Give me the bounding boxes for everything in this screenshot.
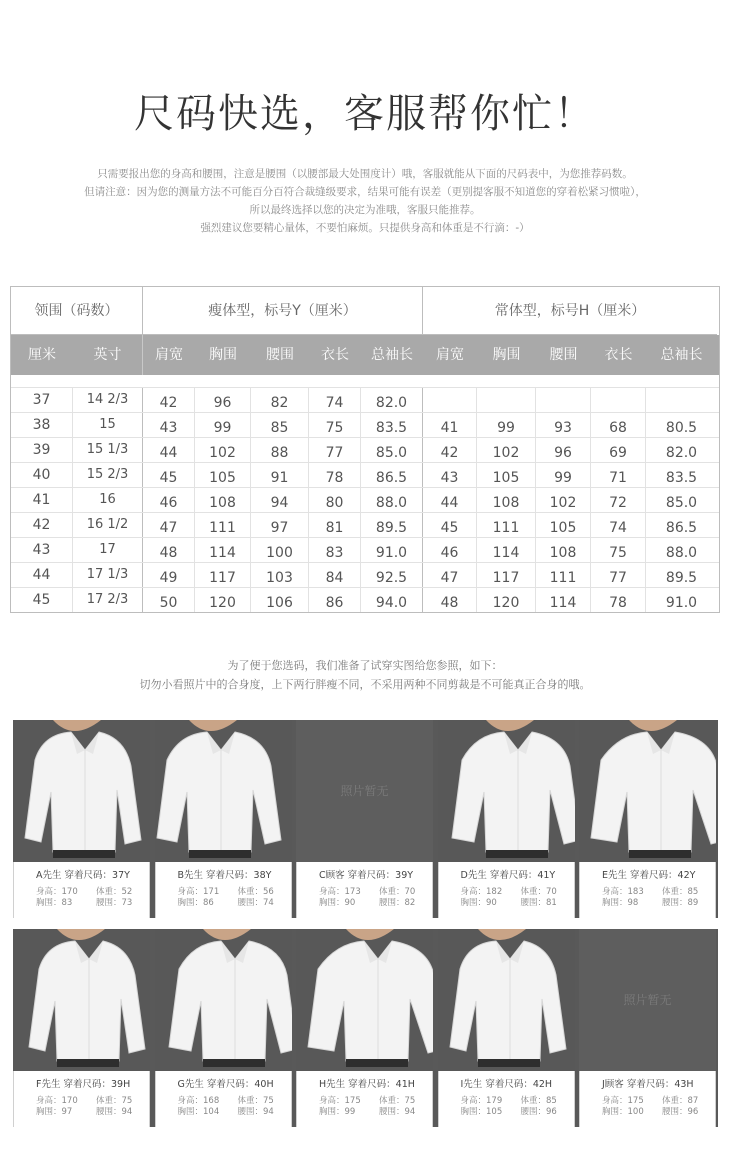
- table-cell: 85.0: [665, 495, 698, 511]
- table-cell: [477, 388, 536, 412]
- column-header: 腰围: [549, 347, 578, 363]
- model-waist: 腰围：94: [237, 1107, 274, 1117]
- column-header: 腰围: [266, 347, 294, 363]
- table-cell: 108: [195, 488, 251, 512]
- model-name-size: C顾客 穿着尺码：39Y: [319, 870, 414, 881]
- table-cell: 15: [73, 413, 143, 437]
- table-cell: 120: [477, 588, 536, 612]
- note-line: 所以最终选择以您的决定为准哦，客服只能推荐。: [249, 204, 481, 216]
- placeholder-label: 照片暂无: [623, 993, 672, 1007]
- model-chest: 胸围：83: [36, 898, 73, 908]
- table-cell: 71: [591, 463, 646, 487]
- table-cell: 40: [11, 463, 73, 487]
- model-height: 身高：179: [460, 1096, 503, 1106]
- table-cell: 47: [423, 563, 477, 587]
- model-chest: 胸围：97: [36, 1107, 73, 1117]
- table-cell: [536, 388, 591, 412]
- group-header-collar: 领围（码数）: [11, 287, 143, 335]
- note-line: 但请注意：因为您的测量方法不可能百分百符合裁缝级要求，结果可能有误差（更别提客服不知道您的穿着松紧习惯啦），: [84, 186, 646, 198]
- model-stats-line: [461, 896, 557, 908]
- model-stats-line: [319, 896, 415, 908]
- table-cell: 75: [591, 538, 646, 562]
- model-weight: 体重：70: [520, 887, 557, 897]
- intro-line: 为了便于您选码，我们准备了试穿实图给您参照，如下：: [227, 659, 503, 672]
- column-header: 总袖长: [371, 347, 413, 363]
- table-cell: 44: [143, 438, 195, 462]
- note-line: 只需要报出您的身高和腰围，注意是腰围（以腰部最大处围度计）哦，客服就能从下面的尺码表中，为您推荐码数。: [97, 168, 633, 180]
- table-cell: 74: [309, 388, 361, 412]
- table-cell: 105: [477, 463, 536, 487]
- table-cell: 44: [423, 488, 477, 512]
- model-weight: 体重：75: [96, 1096, 133, 1106]
- column-header: 衣长: [604, 347, 633, 363]
- model-chest: 胸围：99: [319, 1107, 356, 1117]
- table-row: [11, 412, 719, 437]
- model-waist: 腰围：73: [96, 898, 133, 908]
- table-cell: 94.0: [361, 588, 423, 612]
- model-height: 身高：173: [319, 887, 361, 897]
- model-photo: [155, 929, 292, 1071]
- model-weight: 体重：52: [96, 887, 133, 897]
- table-cell: 43: [143, 413, 195, 437]
- table-cell: 16 1/2: [73, 513, 143, 537]
- table-cell: 89.5: [361, 513, 423, 537]
- table-group-header: [11, 287, 719, 335]
- table-row: [11, 562, 719, 587]
- table-cell: [646, 388, 717, 412]
- model-name-size: F先生 穿着尺码：39H: [36, 1079, 131, 1090]
- table-cell: 114: [195, 538, 251, 562]
- photo-placeholder: [296, 720, 433, 862]
- page-title: 尺码快选，客服帮你忙！: [134, 91, 596, 137]
- model-photo: [579, 720, 716, 862]
- table-cell: 41: [423, 413, 477, 437]
- table-cell: 117: [477, 563, 536, 587]
- model-waist: 腰围：89: [662, 898, 699, 908]
- model-stats-line: [319, 1105, 415, 1117]
- table-cell: 105: [536, 513, 591, 537]
- table-cell: 120: [195, 588, 251, 612]
- table-row: [11, 537, 719, 562]
- table-cell: 93: [536, 413, 591, 437]
- table-cell: 83: [309, 538, 361, 562]
- table-cell: 82.0: [361, 388, 423, 412]
- table-cell: 72: [591, 488, 646, 512]
- table-cell: 45: [11, 588, 73, 612]
- table-cell: 102: [477, 438, 536, 462]
- table-row: [11, 462, 719, 487]
- table-cell: 85.0: [361, 438, 423, 462]
- table-cell: 77: [309, 438, 361, 462]
- table-cell: 39: [11, 438, 73, 462]
- table-cell: 103: [251, 563, 309, 587]
- table-cell: 15 2/3: [73, 463, 143, 487]
- model-photo: [438, 929, 575, 1071]
- model-stats-line: [602, 896, 698, 908]
- photo-placeholder: [579, 929, 716, 1071]
- table-cell: 42: [11, 513, 73, 537]
- model-stats-line: [36, 1105, 132, 1117]
- intro-line: 切勿小看照片中的合身度，上下两行胖瘦不同，不采用两种不同剪裁是不可能真正合身的哦。: [139, 678, 591, 691]
- model-name-size: A先生 穿着尺码：37Y: [36, 870, 130, 881]
- model-photo: [296, 929, 433, 1071]
- size-notes: [0, 165, 730, 237]
- table-cell: 82.0: [665, 445, 698, 461]
- photo-caption: [296, 862, 433, 918]
- table-cell: 16: [73, 488, 143, 512]
- table-cell: 78: [591, 588, 646, 612]
- column-header: 厘米: [28, 347, 56, 363]
- table-cell: 37: [11, 388, 73, 412]
- model-name-size: J顾客 穿着尺码：43H: [602, 1079, 694, 1090]
- column-header: 肩宽: [436, 347, 464, 363]
- placeholder-label: 照片暂无: [340, 784, 389, 798]
- table-cell: 15 1/3: [73, 438, 143, 462]
- table-row: [11, 487, 719, 512]
- table-cell: 45: [143, 463, 195, 487]
- model-chest: 胸围：90: [319, 898, 356, 908]
- table-cell: 83.5: [361, 413, 423, 437]
- photo-row-regular: [13, 929, 718, 1127]
- table-cell: 45: [423, 513, 477, 537]
- photo-caption: [438, 862, 575, 918]
- group-header-slim: 瘦体型，标号Y（厘米）: [143, 287, 423, 335]
- table-cell: 88.0: [361, 488, 423, 512]
- table-cell: 86.5: [361, 463, 423, 487]
- model-stats-line: [461, 1105, 557, 1117]
- table-cell: 74: [591, 513, 646, 537]
- table-cell: 78: [309, 463, 361, 487]
- column-header: 英寸: [73, 335, 143, 375]
- table-spacer: [11, 375, 719, 388]
- model-weight: 体重：85: [662, 887, 699, 897]
- table-cell: 85: [251, 413, 309, 437]
- column-header: 胸围: [492, 347, 521, 363]
- table-cell: 17: [73, 538, 143, 562]
- table-cell: 17 2/3: [73, 588, 143, 612]
- table-row: [11, 437, 719, 462]
- model-chest: 胸围：98: [602, 898, 639, 908]
- model-name-size: E先生 穿着尺码：42Y: [602, 870, 696, 881]
- model-name-size: G先生 穿着尺码：40H: [177, 1079, 274, 1090]
- table-cell: 100: [251, 538, 309, 562]
- model-height: 身高：175: [602, 1096, 644, 1106]
- table-cell: 17 1/3: [73, 563, 143, 587]
- photo-caption: [13, 1071, 150, 1127]
- table-cell: 114: [477, 538, 536, 562]
- table-cell: 89.5: [665, 570, 698, 586]
- table-cell: 96: [536, 438, 591, 462]
- table-cell: 68: [591, 413, 646, 437]
- model-waist: 腰围：81: [520, 898, 557, 908]
- table-cell: 48: [423, 588, 477, 612]
- table-cell: 102: [195, 438, 251, 462]
- table-cell: 46: [143, 488, 195, 512]
- model-height: 身高：170: [36, 1096, 78, 1106]
- table-cell: 43: [11, 538, 73, 562]
- model-waist: 腰围：96: [662, 1107, 699, 1117]
- table-cell: 42: [423, 438, 477, 462]
- table-cell: 82: [251, 388, 309, 412]
- table-cell: 94: [251, 488, 309, 512]
- model-weight: 体重：75: [237, 1096, 274, 1106]
- table-cell: 105: [195, 463, 251, 487]
- model-height: 身高：183: [602, 887, 644, 897]
- table-row: [11, 388, 719, 412]
- table-cell: 97: [251, 513, 309, 537]
- fitting-photo-card: [579, 720, 716, 918]
- model-photo: [438, 720, 575, 862]
- model-name-size: D先生 穿着尺码：41Y: [460, 870, 556, 881]
- table-cell: 48: [143, 538, 195, 562]
- model-stats-line: [178, 896, 274, 908]
- table-cell: 43: [423, 463, 477, 487]
- photo-caption: [296, 1071, 433, 1127]
- photo-caption: [155, 862, 292, 918]
- fitting-photo-card: [296, 929, 433, 1127]
- model-waist: 腰围：82: [379, 898, 416, 908]
- table-cell: 83.5: [665, 470, 698, 486]
- model-photo: [13, 720, 150, 862]
- table-cell: 44: [11, 563, 73, 587]
- table-row: [11, 512, 719, 537]
- fitting-photo-card: [155, 929, 292, 1127]
- table-cell: 99: [195, 413, 251, 437]
- table-cell: 81: [309, 513, 361, 537]
- table-row: [11, 587, 719, 612]
- table-cell: 88.0: [665, 545, 698, 561]
- photo-caption: [579, 862, 716, 918]
- table-cell: 108: [477, 488, 536, 512]
- model-height: 身高：168: [177, 1096, 220, 1106]
- group-header-regular: 常体型，标号H（厘米）: [423, 287, 717, 335]
- fitting-photo-card: [579, 929, 716, 1127]
- model-waist: 腰围：94: [379, 1107, 416, 1117]
- table-cell: 49: [143, 563, 195, 587]
- column-header: 胸围: [209, 347, 237, 363]
- table-cell: 88: [251, 438, 309, 462]
- table-cell: 77: [591, 563, 646, 587]
- model-height: 身高：175: [319, 1096, 361, 1106]
- model-chest: 胸围：90: [460, 898, 497, 908]
- table-cell: 108: [536, 538, 591, 562]
- model-waist: 腰围：94: [96, 1107, 133, 1117]
- fitting-photo-card: [296, 720, 433, 918]
- model-name-size: I先生 穿着尺码：42H: [460, 1079, 553, 1090]
- model-height: 身高：170: [36, 887, 78, 897]
- table-cell: 86: [309, 588, 361, 612]
- size-table: [10, 286, 720, 613]
- fitting-photo-card: [438, 720, 575, 918]
- table-cell: 91: [251, 463, 309, 487]
- table-cell: 91.0: [665, 595, 698, 611]
- table-cell: 69: [591, 438, 646, 462]
- note-line: 强烈建议您要精心量体，不要怕麻烦。只提供身高和体重是不行滴：-）: [200, 222, 530, 234]
- model-weight: 体重：85: [520, 1096, 557, 1106]
- table-cell: 117: [195, 563, 251, 587]
- model-weight: 体重：87: [662, 1096, 699, 1106]
- table-cell: 114: [536, 588, 591, 612]
- model-stats-line: [36, 896, 132, 908]
- table-cell: 99: [536, 463, 591, 487]
- table-cell: 42: [143, 388, 195, 412]
- fitting-photo-card: [13, 720, 150, 918]
- table-cell: 111: [195, 513, 251, 537]
- table-cell: 102: [536, 488, 591, 512]
- table-cell: 111: [536, 563, 591, 587]
- model-weight: 体重：70: [379, 887, 416, 897]
- model-stats-line: [178, 1105, 274, 1117]
- table-cell: 91.0: [361, 538, 423, 562]
- photo-intro: [0, 656, 730, 694]
- table-cell: [591, 388, 646, 412]
- model-waist: 腰围：96: [520, 1107, 557, 1117]
- table-cell: 38: [11, 413, 73, 437]
- table-cell: 80.5: [665, 420, 698, 436]
- photo-caption: [579, 1071, 716, 1127]
- table-column-header: [11, 335, 719, 375]
- table-cell: 50: [143, 588, 195, 612]
- column-header: 总袖长: [660, 347, 703, 363]
- model-weight: 体重：56: [237, 887, 274, 897]
- table-cell: 80: [309, 488, 361, 512]
- model-waist: 腰围：74: [237, 898, 274, 908]
- table-cell: 111: [477, 513, 536, 537]
- model-weight: 体重：75: [379, 1096, 416, 1106]
- table-cell: 84: [309, 563, 361, 587]
- model-name-size: B先生 穿着尺码：38Y: [177, 870, 272, 881]
- model-chest: 胸围：104: [177, 1107, 220, 1117]
- model-stats-line: [602, 1105, 698, 1117]
- model-name-size: H先生 穿着尺码：41H: [319, 1079, 415, 1090]
- table-cell: [423, 388, 477, 412]
- table-cell: 41: [11, 488, 73, 512]
- model-chest: 胸围：105: [460, 1107, 503, 1117]
- table-cell: 99: [477, 413, 536, 437]
- model-chest: 胸围：100: [602, 1107, 644, 1117]
- table-cell: 96: [195, 388, 251, 412]
- model-height: 身高：182: [460, 887, 503, 897]
- table-cell: 14 2/3: [73, 388, 143, 412]
- table-cell: 92.5: [361, 563, 423, 587]
- photo-row-slim: [13, 720, 718, 918]
- table-cell: 106: [251, 588, 309, 612]
- table-cell: 86.5: [665, 520, 698, 536]
- photo-caption: [155, 1071, 292, 1127]
- model-photo: [155, 720, 292, 862]
- model-chest: 胸围：86: [177, 898, 214, 908]
- photo-caption: [438, 1071, 575, 1127]
- table-body: [11, 388, 719, 612]
- column-header: 衣长: [321, 347, 349, 363]
- fitting-photo-card: [438, 929, 575, 1127]
- photo-caption: [13, 862, 150, 918]
- table-cell: 47: [143, 513, 195, 537]
- model-height: 身高：171: [177, 887, 220, 897]
- fitting-photo-card: [13, 929, 150, 1127]
- table-cell: 46: [423, 538, 477, 562]
- model-photo: [13, 929, 150, 1071]
- fitting-photo-card: [155, 720, 292, 918]
- table-cell: 75: [309, 413, 361, 437]
- column-header: 肩宽: [155, 347, 183, 363]
